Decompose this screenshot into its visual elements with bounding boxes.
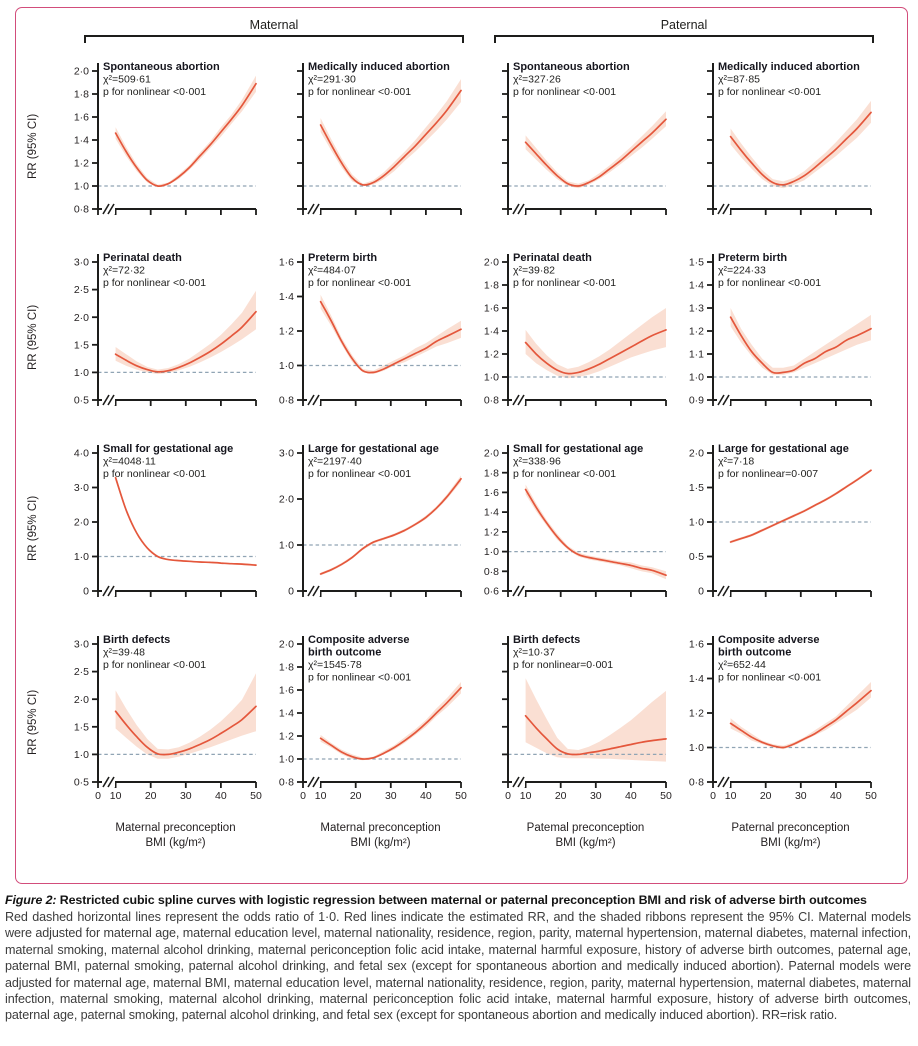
svg-text:χ²=509·61: χ²=509·61 (103, 73, 151, 86)
svg-text:Spontaneous abortion: Spontaneous abortion (513, 61, 630, 73)
svg-text:1·6: 1·6 (483, 302, 499, 315)
svg-text:3·0: 3·0 (73, 638, 89, 651)
svg-text:1·2: 1·2 (483, 526, 499, 539)
svg-text:0·9: 0·9 (688, 394, 704, 407)
svg-text:Small for gestational age: Small for gestational age (513, 443, 644, 455)
svg-text:0·8: 0·8 (483, 565, 499, 578)
x-axis-label-col1 (58, 821, 263, 851)
bracket-tick (494, 37, 496, 43)
svg-text:50: 50 (250, 790, 262, 802)
plot-panel (58, 248, 263, 426)
svg-text:1·0: 1·0 (73, 749, 89, 761)
panel-chart (673, 248, 878, 426)
svg-text:1·6: 1·6 (483, 487, 499, 499)
x-axis-label-line: BMI (kg/m²) (350, 837, 411, 849)
figure-panel-box (15, 7, 908, 884)
svg-text:30: 30 (384, 790, 397, 802)
svg-text:3·0: 3·0 (278, 447, 294, 460)
plot-panel (58, 57, 263, 235)
panel-chart (263, 439, 468, 617)
svg-text:1·5: 1·5 (688, 482, 704, 495)
svg-text:1·0: 1·0 (278, 539, 294, 552)
plot-panel (468, 630, 673, 814)
caption-title (5, 893, 911, 907)
svg-text:1·2: 1·2 (688, 325, 704, 338)
svg-text:birth outcome: birth outcome (718, 646, 792, 659)
svg-text:0: 0 (288, 585, 294, 598)
svg-text:50: 50 (455, 790, 467, 802)
bracket-tick (872, 37, 874, 43)
svg-text:1·0: 1·0 (688, 742, 704, 755)
svg-text:1·2: 1·2 (278, 730, 294, 743)
panel-chart (468, 57, 673, 235)
x-axis-label-line: BMI (kg/m²) (145, 837, 206, 849)
svg-text:1·4: 1·4 (278, 291, 294, 304)
svg-text:1·8: 1·8 (483, 467, 499, 480)
svg-text:3·0: 3·0 (73, 482, 89, 495)
svg-text:1·6: 1·6 (278, 684, 294, 697)
svg-text:0: 0 (698, 585, 704, 598)
plot-panel (263, 630, 468, 814)
svg-text:2·0: 2·0 (483, 447, 499, 460)
maternal-group-header (58, 16, 468, 44)
x-axis-label-line: BMI (kg/m²) (760, 837, 821, 849)
svg-text:p for nonlinear=0·001: p for nonlinear=0·001 (513, 659, 614, 671)
svg-text:1·0: 1·0 (688, 516, 704, 529)
svg-text:1·6: 1·6 (278, 256, 294, 269)
svg-text:χ²=484·07: χ²=484·07 (308, 264, 356, 277)
svg-text:χ²=10·37: χ²=10·37 (513, 646, 555, 659)
plot-panel (263, 439, 468, 617)
paternal-header-label: Paternal (660, 18, 708, 32)
svg-text:10: 10 (109, 790, 122, 802)
xlabel-spacer (24, 827, 58, 851)
svg-text:40: 40 (625, 790, 637, 802)
svg-text:1·0: 1·0 (73, 180, 89, 193)
x-axis-label-col2 (263, 821, 468, 851)
svg-text:1·3: 1·3 (688, 302, 704, 315)
panel-chart (58, 630, 263, 814)
svg-text:Perinatal death: Perinatal death (103, 252, 182, 264)
plot-panel (263, 57, 468, 235)
panel-chart (673, 57, 878, 235)
panel-chart (468, 630, 673, 814)
bracket-tick (462, 37, 464, 43)
caption-body: Red dashed horizontal lines represent the odds ratio of 1·0. Red lines indicate the estimated RR, and the shaded ribbons represent the 95% CI. Maternal models were adjusted for maternal age, maternal education level, maternal nationality, residence, region, parity, maternal hypertension, maternal diabetes, maternal infection, maternal smoking, maternal alcohol drinking, maternal periconception folic acid intake, maternal harmful exposure, history of adverse birth outcomes, paternal age, paternal BMI, paternal smoking, paternal alcohol drinking, and fetal sex (except for spontaneous abortion and medically induced abortion). Paternal models were adjusted for maternal age, maternal BMI, maternal education level, maternal nationality, residence, region, parity, maternal hypertension, maternal diabetes, maternal infection, maternal smoking, maternal alcohol drinking, maternal periconception folic acid intake, maternal harmful exposure, history of adverse birth outcomes, paternal age, paternal smoking, paternal alcohol drinking, and fetal sex (except for spontaneous abortion and medically induced abortion). RR=risk ratio. (5, 910, 911, 1023)
svg-text:χ²=327·26: χ²=327·26 (513, 73, 561, 86)
svg-text:1·4: 1·4 (688, 673, 704, 686)
x-axis-label-col3 (468, 821, 673, 851)
svg-text:Large for gestational age: Large for gestational age (718, 443, 849, 455)
svg-text:0·8: 0·8 (483, 394, 499, 407)
svg-text:1·0: 1·0 (73, 367, 89, 379)
svg-text:0: 0 (710, 790, 716, 802)
header-spacer (24, 16, 58, 44)
svg-text:2·5: 2·5 (73, 666, 89, 679)
plot-panel (263, 248, 468, 426)
svg-text:Birth defects: Birth defects (103, 634, 171, 646)
svg-text:0: 0 (95, 790, 101, 802)
svg-text:p for nonlinear <0·001: p for nonlinear <0·001 (718, 86, 822, 98)
plot-panel (673, 57, 878, 235)
svg-text:birth outcome: birth outcome (308, 646, 382, 659)
svg-text:p for nonlinear <0·001: p for nonlinear <0·001 (103, 468, 207, 480)
svg-text:20: 20 (144, 790, 157, 802)
svg-text:40: 40 (215, 790, 227, 802)
svg-text:1·4: 1·4 (483, 325, 499, 338)
svg-text:p for nonlinear <0·001: p for nonlinear <0·001 (308, 86, 412, 98)
svg-text:1·4: 1·4 (688, 279, 704, 292)
svg-text:p for nonlinear <0·001: p for nonlinear <0·001 (103, 277, 207, 289)
caption-figure-label: Figure 2: (5, 893, 57, 907)
svg-text:1·5: 1·5 (73, 339, 89, 352)
plot-panel (673, 630, 878, 814)
svg-text:p for nonlinear <0·001: p for nonlinear <0·001 (718, 671, 822, 684)
svg-text:Medically induced abortion: Medically induced abortion (718, 61, 860, 73)
bracket-tick (84, 37, 86, 43)
svg-text:2·0: 2·0 (278, 493, 294, 506)
svg-text:χ²=652·44: χ²=652·44 (718, 659, 766, 671)
x-axis-label-line: Patemal preconception (526, 822, 645, 834)
svg-text:1·5: 1·5 (73, 721, 89, 734)
caption-title-text: Restricted cubic spline curves with logistic regression between maternal or paternal preconception BMI and risk of adverse birth outcomes (59, 893, 867, 907)
svg-text:20: 20 (349, 790, 362, 802)
paternal-group-header (468, 16, 878, 44)
x-axis-label-line: Paternal preconception (731, 822, 850, 834)
svg-text:30: 30 (794, 790, 807, 802)
panel-chart (263, 248, 468, 426)
svg-text:0·8: 0·8 (688, 776, 704, 789)
svg-text:Large for gestational age: Large for gestational age (308, 443, 439, 455)
plot-panel (58, 630, 263, 814)
svg-text:Preterm birth: Preterm birth (718, 252, 788, 264)
svg-text:Composite adverse: Composite adverse (308, 634, 410, 646)
svg-text:0·5: 0·5 (688, 551, 704, 564)
svg-text:0: 0 (83, 585, 89, 598)
svg-text:Small for gestational age: Small for gestational age (103, 443, 234, 455)
svg-text:20: 20 (554, 790, 567, 802)
svg-text:30: 30 (589, 790, 602, 802)
svg-text:p for nonlinear <0·001: p for nonlinear <0·001 (513, 86, 617, 98)
figure-caption (5, 893, 911, 1024)
svg-text:1·2: 1·2 (483, 348, 499, 361)
panel-chart (58, 439, 263, 617)
svg-text:2·0: 2·0 (73, 311, 89, 324)
svg-text:2·5: 2·5 (73, 284, 89, 297)
svg-text:10: 10 (314, 790, 327, 802)
svg-text:10: 10 (519, 790, 532, 802)
y-axis-label: RR (95% CI) (27, 689, 39, 755)
y-axis-label: RR (95% CI) (27, 113, 39, 179)
svg-text:1·6: 1·6 (73, 111, 89, 124)
plot-panel (468, 57, 673, 235)
svg-text:1·8: 1·8 (278, 661, 294, 674)
x-axis-label-line: Maternal preconception (320, 822, 441, 834)
svg-text:1·4: 1·4 (483, 506, 499, 519)
svg-text:Medically induced abortion: Medically induced abortion (308, 61, 450, 73)
svg-text:0·5: 0·5 (73, 776, 89, 789)
y-axis-label: RR (95% CI) (27, 304, 39, 370)
svg-text:1·0: 1·0 (688, 371, 704, 384)
svg-text:p for nonlinear=0·007: p for nonlinear=0·007 (718, 468, 819, 480)
paternal-bracket (494, 35, 874, 44)
panel-chart (468, 248, 673, 426)
svg-text:0·8: 0·8 (278, 776, 294, 789)
plot-panel (468, 439, 673, 617)
panel-chart (58, 248, 263, 426)
svg-text:χ²=224·33: χ²=224·33 (718, 264, 766, 277)
plot-panel (673, 439, 878, 617)
svg-text:1·8: 1·8 (73, 88, 89, 101)
svg-text:χ²=72·32: χ²=72·32 (103, 264, 145, 277)
plot-panel (58, 439, 263, 617)
panel-chart (673, 439, 878, 617)
svg-text:1·0: 1·0 (278, 360, 294, 373)
x-axis-label-line: Maternal preconception (115, 822, 236, 834)
figure-grid (24, 16, 901, 851)
svg-text:2·0: 2·0 (73, 516, 89, 529)
x-axis-label-line: BMI (kg/m²) (555, 837, 616, 849)
svg-text:2·0: 2·0 (483, 256, 499, 269)
svg-text:1·5: 1·5 (688, 256, 704, 269)
svg-text:1·2: 1·2 (73, 157, 89, 170)
svg-text:Composite adverse: Composite adverse (718, 634, 820, 646)
panel-chart (468, 439, 673, 617)
svg-text:4·0: 4·0 (73, 447, 89, 460)
maternal-header-label: Maternal (249, 18, 299, 32)
svg-text:0·5: 0·5 (73, 394, 89, 407)
svg-text:1·2: 1·2 (278, 325, 294, 338)
svg-text:40: 40 (420, 790, 432, 802)
svg-text:p for nonlinear <0·001: p for nonlinear <0·001 (308, 277, 412, 289)
plot-panel (468, 248, 673, 426)
svg-text:χ²=7·18: χ²=7·18 (718, 455, 755, 468)
svg-text:χ²=338·96: χ²=338·96 (513, 455, 561, 468)
plot-panel (673, 248, 878, 426)
svg-text:30: 30 (179, 790, 192, 802)
svg-text:χ²=2197·40: χ²=2197·40 (308, 455, 362, 468)
x-axis-label-col4 (673, 821, 878, 851)
svg-text:1·0: 1·0 (278, 753, 294, 766)
svg-text:1·1: 1·1 (688, 348, 704, 361)
svg-text:2·0: 2·0 (73, 65, 89, 78)
svg-text:χ²=39·48: χ²=39·48 (103, 646, 145, 659)
svg-text:p for nonlinear <0·001: p for nonlinear <0·001 (513, 277, 617, 289)
panel-chart (263, 57, 468, 235)
svg-text:0·8: 0·8 (73, 203, 89, 216)
svg-text:0: 0 (505, 790, 511, 802)
svg-text:Perinatal death: Perinatal death (513, 252, 592, 264)
svg-text:p for nonlinear <0·001: p for nonlinear <0·001 (103, 86, 207, 98)
svg-text:0·6: 0·6 (483, 585, 499, 598)
svg-text:χ²=4048·11: χ²=4048·11 (103, 455, 156, 468)
svg-text:10: 10 (724, 790, 737, 802)
svg-text:50: 50 (660, 790, 672, 802)
maternal-bracket (84, 35, 464, 44)
svg-text:Preterm birth: Preterm birth (308, 252, 378, 264)
svg-text:1·0: 1·0 (483, 371, 499, 384)
svg-text:p for nonlinear <0·001: p for nonlinear <0·001 (103, 659, 207, 671)
svg-text:1·2: 1·2 (688, 707, 704, 720)
svg-text:40: 40 (830, 790, 842, 802)
svg-text:1·0: 1·0 (483, 546, 499, 559)
svg-text:3·0: 3·0 (73, 256, 89, 269)
svg-text:p for nonlinear <0·001: p for nonlinear <0·001 (308, 468, 412, 480)
svg-text:χ²=1545·78: χ²=1545·78 (308, 659, 362, 671)
svg-text:1·8: 1·8 (483, 279, 499, 292)
svg-text:p for nonlinear <0·001: p for nonlinear <0·001 (718, 277, 822, 289)
svg-text:0: 0 (300, 790, 306, 802)
svg-text:2·0: 2·0 (73, 693, 89, 706)
svg-text:1·4: 1·4 (278, 707, 294, 720)
svg-text:50: 50 (865, 790, 877, 802)
svg-text:0·8: 0·8 (278, 394, 294, 407)
svg-text:χ²=291·30: χ²=291·30 (308, 73, 356, 86)
svg-text:1·6: 1·6 (688, 638, 704, 651)
svg-text:20: 20 (759, 790, 772, 802)
svg-text:2·0: 2·0 (688, 447, 704, 460)
svg-text:χ²=39·82: χ²=39·82 (513, 264, 555, 277)
svg-text:2·0: 2·0 (278, 638, 294, 651)
panel-chart (263, 630, 468, 814)
svg-text:Birth defects: Birth defects (513, 634, 581, 646)
svg-text:Spontaneous abortion: Spontaneous abortion (103, 61, 220, 73)
svg-text:χ²=87·85: χ²=87·85 (718, 73, 760, 86)
panel-chart (673, 630, 878, 814)
svg-text:1·0: 1·0 (73, 551, 89, 564)
svg-text:p for nonlinear <0·001: p for nonlinear <0·001 (308, 671, 412, 684)
panel-chart (58, 57, 263, 235)
svg-text:p for nonlinear <0·001: p for nonlinear <0·001 (513, 468, 617, 480)
svg-text:1·4: 1·4 (73, 134, 89, 147)
y-axis-label: RR (95% CI) (27, 495, 39, 561)
